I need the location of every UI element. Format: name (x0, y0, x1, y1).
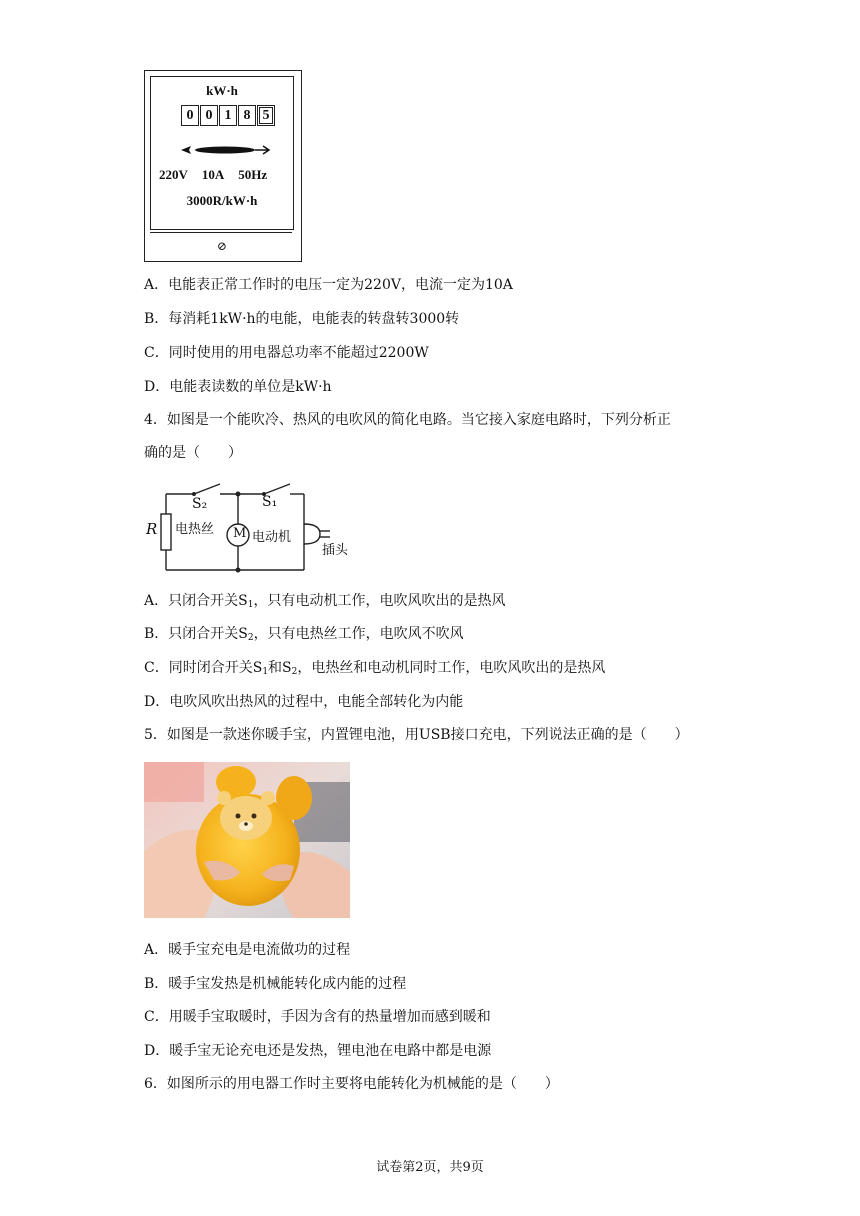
meter-voltage: 220V (159, 167, 188, 182)
hair-dryer-circuit-diagram (144, 478, 364, 578)
meter-rev-constant: 3000R/kW·h (186, 193, 258, 208)
page-footer: 试卷第2页，共9页 (376, 1160, 484, 1175)
q3-option-d: D．电能表读数的单位是kW·h (144, 379, 332, 395)
q6-stem: 6．如图所示的用电器工作时主要将电能转化为机械能的是（ ） (144, 1076, 559, 1092)
meter-current: 10A (201, 167, 225, 182)
meter-digit: 5 (257, 105, 275, 126)
q4-stem-line2: 确的是（ ） (144, 445, 242, 461)
plug-label: 插头 (322, 543, 349, 558)
motor-symbol: M (233, 526, 247, 541)
q5-option-b: B．暖手宝发热是机械能转化成内能的过程 (144, 976, 407, 992)
resistor-r-label: R (146, 520, 158, 538)
q4-option-a: A．只闭合开关$S_1$，只有电动机工作，电吹风吹出的是热风 (144, 593, 506, 610)
hand-warmer-image (144, 762, 350, 918)
motor-label: 电动机 (252, 530, 292, 545)
q4-option-c: C．同时闭合开关$S_1$和$S_2$，电热丝和电动机同时工作，电吹风吹出的是热风 (144, 660, 606, 677)
meter-digit: 0 (200, 105, 218, 126)
meter-unit-label: kW·h (206, 83, 238, 98)
heater-wire-label: 电热丝 (175, 522, 215, 537)
meter-digit: 0 (181, 105, 199, 126)
switch-s1-label: S₁ (262, 494, 278, 510)
meter-digit: 8 (238, 105, 256, 126)
screw-icon: ⊘ (217, 239, 228, 253)
q4-option-b: B．只闭合开关$S_2$，只有电热丝工作，电吹风不吹风 (144, 626, 464, 643)
q5-option-d: D．暖手宝无论充电还是发热，锂电池在电路中都是电源 (144, 1043, 492, 1059)
q4-option-d: D．电吹风吹出热风的过程中，电能全部转化为内能 (144, 694, 464, 710)
meter-face (150, 76, 294, 230)
q3-option-c: C．同时使用的用电器总功率不能超过2200W (144, 345, 429, 361)
q4-stem-line1: 4．如图是一个能吹冷、热风的电吹风的简化电路。当它接入家庭电路时，下列分析正 (144, 412, 671, 428)
q3-option-b: B．每消耗1kW·h的电能，电能表的转盘转3000转 (144, 311, 460, 327)
hand-warmer-photo (144, 762, 350, 918)
meter-frequency: 50Hz (238, 167, 268, 182)
meter-digit: 1 (219, 105, 237, 126)
meter-base (150, 232, 292, 260)
meter-specs (159, 167, 267, 183)
meter-digits (181, 105, 276, 126)
q5-option-a: A．暖手宝充电是电流做功的过程 (144, 942, 351, 958)
electric-meter-figure (144, 70, 302, 262)
q3-option-a: A．电能表正常工作时的电压一定为220V，电流一定为10A (144, 277, 513, 293)
q5-stem: 5．如图是一款迷你暖手宝，内置锂电池，用USB接口充电，下列说法正确的是（ ） (144, 727, 689, 743)
rotating-disc-icon (179, 143, 271, 157)
q5-option-c: C．用暖手宝取暖时，手因为含有的热量增加而感到暖和 (144, 1009, 491, 1025)
switch-s2-label: S₂ (192, 496, 208, 512)
